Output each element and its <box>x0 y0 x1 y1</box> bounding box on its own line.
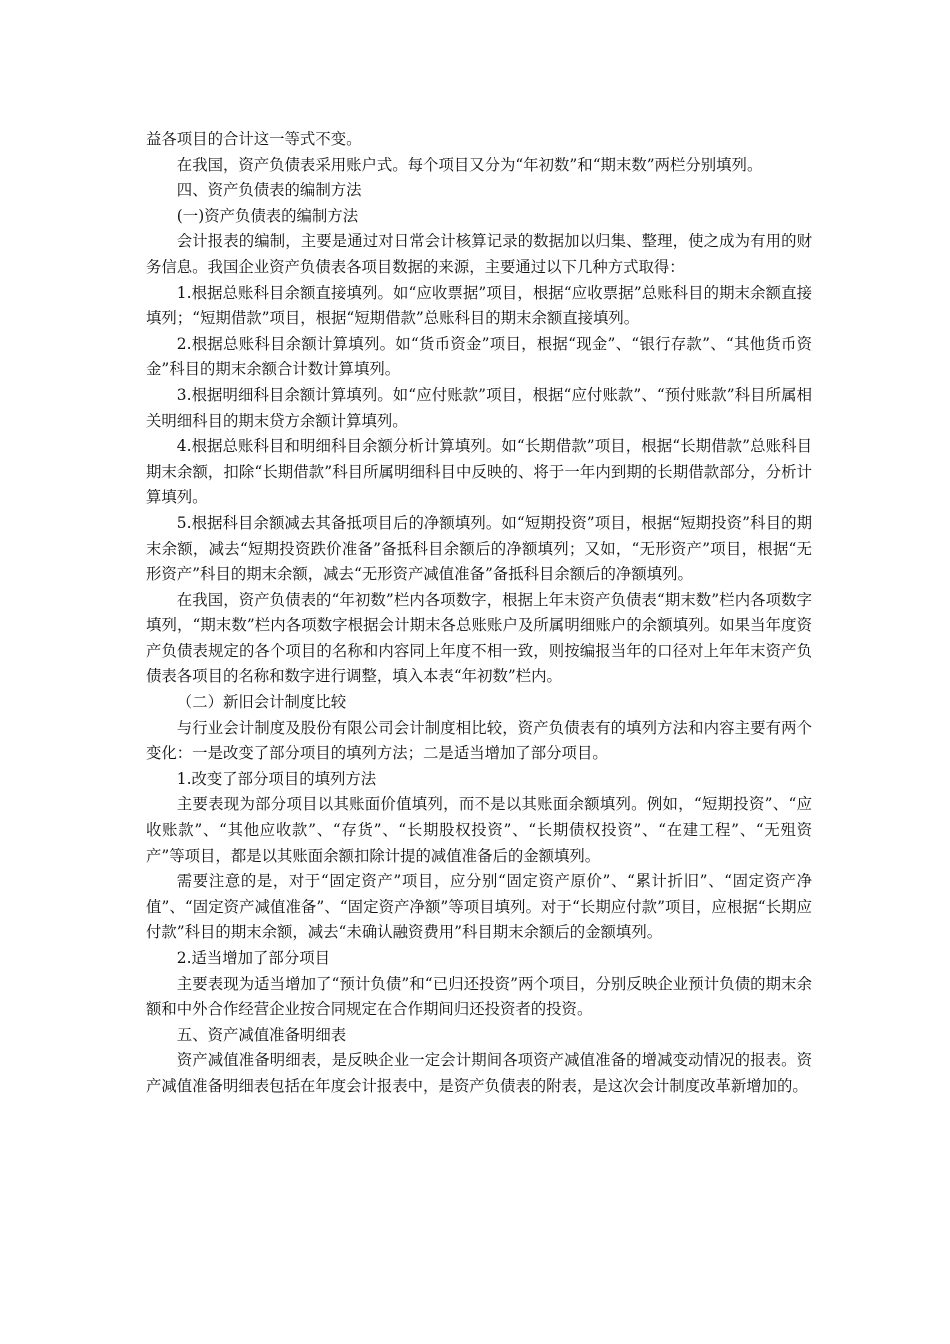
list-item: 2.根据总账科目余额计算填列。如“货币资金”项目，根据“现金”、“银行存款”、“其他货币资金”科目的期末余额合计数计算填列。 <box>146 334 812 379</box>
paragraph: 需要注意的是，对于“固定资产”项目，应分别“固定资产原价”、“累计折旧”、“固定资产净值”、“固定资产减值准备”、“固定资产净额”等项目填列。对于“长期应付款”项目，应根据“长期应付款”科目的期末余额，减去“未确认融资费用”科目期末余额后的金额填列。 <box>146 872 812 942</box>
list-item: 4.根据总账科目和明细科目余额分析计算填列。如“长期借款”项目，根据“长期借款”总账科目期末余额，扣除“长期借款”科目所属明细科目中反映的、将于一年内到期的长期借款部分，分析计算填列。 <box>146 437 812 507</box>
list-item: 3.根据明细科目余额计算填列。如“应付账款”项目，根据“应付账款”、“预付账款”科目所属相关明细科目的期末贷方余额计算填列。 <box>146 385 812 430</box>
paragraph: 资产减值准备明细表，是反映企业一定会计期间各项资产减值准备的增减变动情况的报表。资产减值准备明细表包括在年度会计报表中，是资产负债表的附表，是这次会计制度改革新增加的。 <box>146 1051 812 1095</box>
subsection-heading: (一)资产负债表的编制方法 <box>176 206 359 225</box>
paragraph: 在我国，资产负债表的“年初数”栏内各项数字，根据上年末资产负债表“期末数”栏内各项数字填列，“期末数”栏内各项数字根据会计期末各总账账户及所属明细账户的余额填列。如果当年度资产负债表规定的各个项目的名称和内容同上年度不相一致，则按编报当年的口径对上年年末资产负债表各项目的名称和数字进行调整，填入本表“年初数”栏内。 <box>146 590 812 686</box>
document-body <box>146 127 812 1100</box>
paragraph: 益各项目的合计这一等式不变。 <box>146 130 362 148</box>
list-item: 1.根据总账科目余额直接填列。如“应收票据”项目，根据“应收票据”总账科目的期末余额直接填列；“短期借款”项目，根据“短期借款”总账科目的期末余额直接填列。 <box>146 283 812 328</box>
section-heading: 四、资产负债表的编制方法 <box>176 181 362 200</box>
list-item: 5.根据科目余额减去其备抵项目后的净额填列。如“短期投资”项目，根据“短期投资”科目的期末余额，减去“短期投资跌价准备”备抵科目余额后的净额填列；又如，“无形资产”项目，根据“无形资产”科目的期末余额，减去“无形资产减值准备”备抵科目余额后的净额填列。 <box>146 513 812 584</box>
paragraph: 主要表现为适当增加了“预计负债”和“已归还投资”两个项目，分别反映企业预计负债的期末余额和中外合作经营企业按合同规定在合作期间归还投资者的投资。 <box>146 974 812 1019</box>
section-heading: 五、资产减值准备明细表 <box>176 1025 347 1044</box>
paragraph: 与行业会计制度及股份有限公司会计制度相比较，资产负债表有的填列方法和内容主要有两个变化：一是改变了部分项目的填列方法；二是适当增加了部分项目。 <box>146 718 812 763</box>
paragraph: 在我国，资产负债表采用账户式。每个项目又分为“年初数”和“期末数”两栏分别填列。 <box>176 155 763 174</box>
list-heading: 2.适当增加了部分项目 <box>176 949 330 967</box>
list-heading: 1.改变了部分项目的填列方法 <box>176 769 377 788</box>
paragraph: 会计报表的编制，主要是通过对日常会计核算记录的数据加以归集、整理，使之成为有用的财务信息。我国企业资产负债表各项目数据的来源，主要通过以下几种方式取得： <box>146 232 812 276</box>
subsection-heading: （二）新旧会计制度比较 <box>176 693 347 712</box>
paragraph: 主要表现为部分项目以其账面价值填列，而不是以其账面余额填列。例如，“短期投资”、“应收账款”、“其他应收款”、“存货”、“长期股权投资”、“长期债权投资”、“在建工程”、“无殂资产”等项目，都是以其账面余额扣除计提的减值准备后的金额填列。 <box>146 795 812 865</box>
